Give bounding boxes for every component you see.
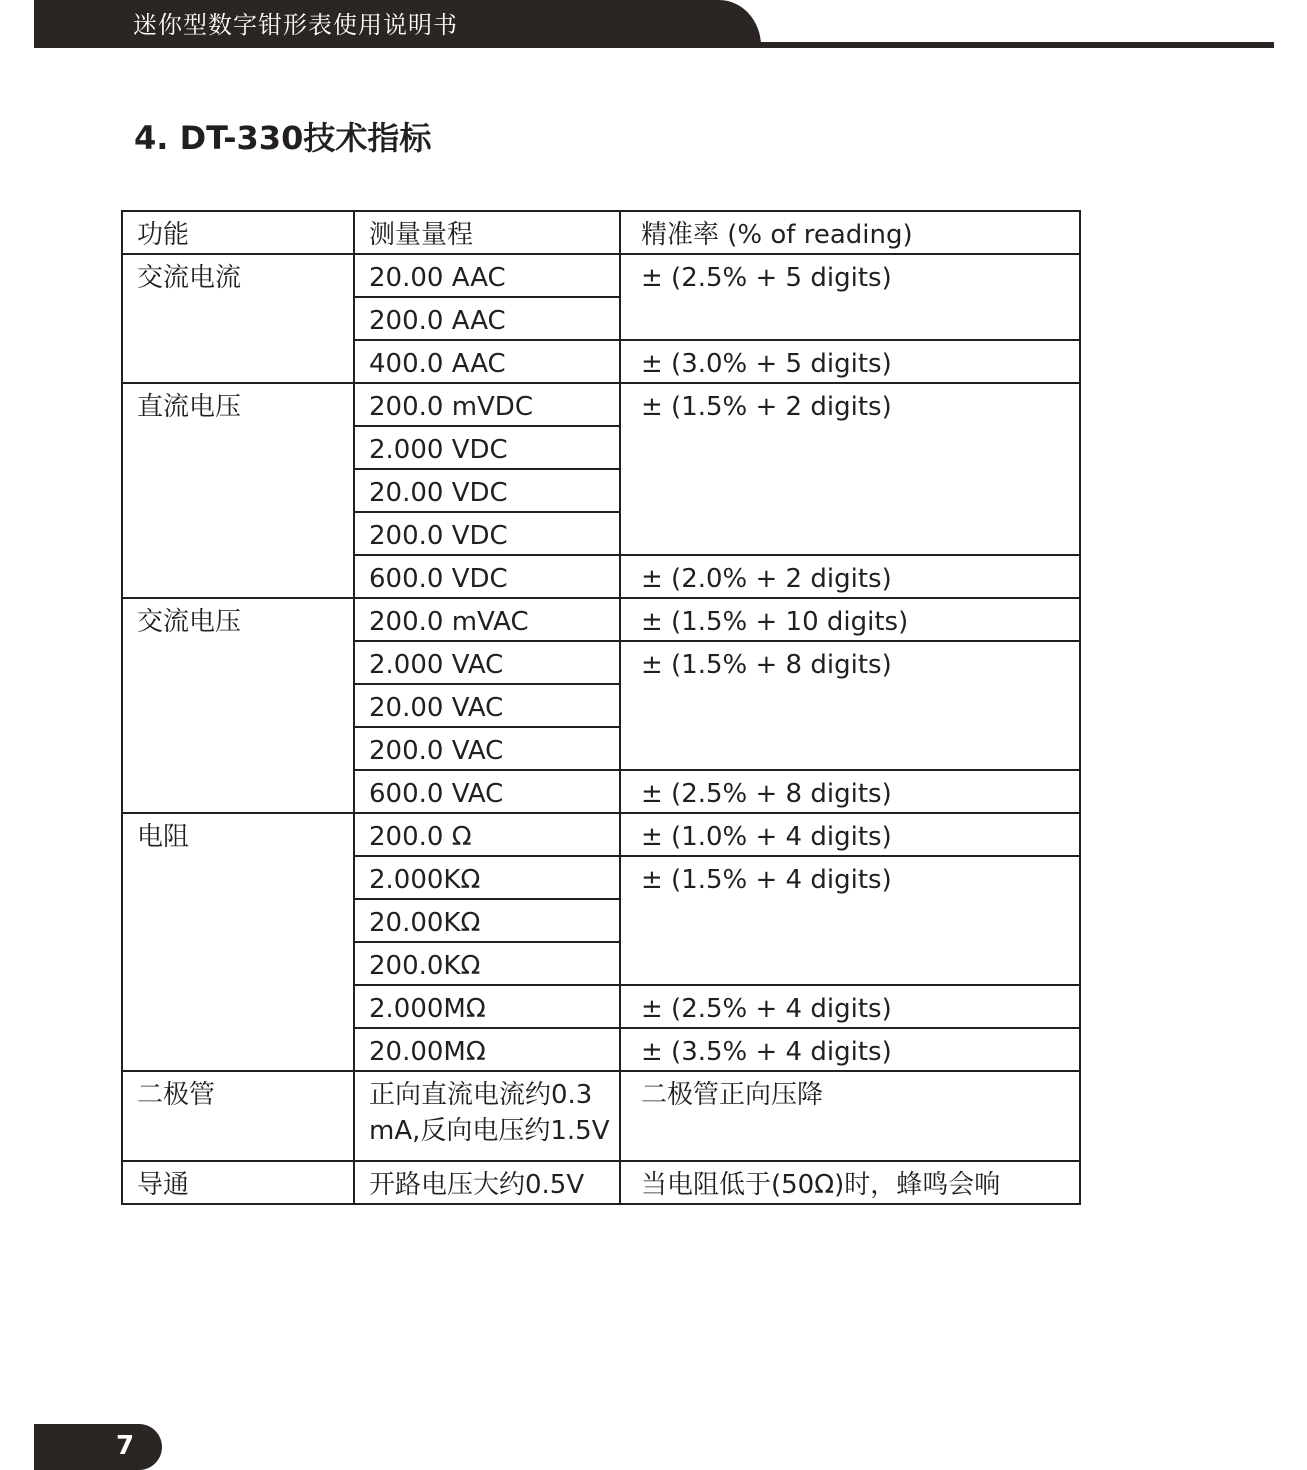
range-cell: 200.0 AAC (354, 297, 620, 340)
table-header-row (122, 211, 1080, 254)
range-cell: 600.0 VDC (354, 555, 620, 598)
accuracy-cell: ± (1.5% + 8 digits) (620, 641, 1080, 770)
table-row (122, 813, 1080, 856)
header-accuracy: 精准率 (% of reading) (620, 211, 1080, 254)
accuracy-cell: ± (2.5% + 8 digits) (620, 770, 1080, 813)
accuracy-cell: ± (2.0% + 2 digits) (620, 555, 1080, 598)
accuracy-cell: ± (2.5% + 4 digits) (620, 985, 1080, 1028)
accuracy-cell: ± (3.5% + 4 digits) (620, 1028, 1080, 1071)
range-cell: 20.00 AAC (354, 254, 620, 297)
range-cell: 2.000MΩ (354, 985, 620, 1028)
section-title: 4. DT-330技术指标 (134, 119, 432, 157)
footer-tab (34, 1424, 162, 1470)
range-cell: 2.000 VAC (354, 641, 620, 684)
range-cell: 200.0KΩ (354, 942, 620, 985)
range-cell: 400.0 AAC (354, 340, 620, 383)
range-cell: 20.00 VDC (354, 469, 620, 512)
range-cell: 20.00KΩ (354, 899, 620, 942)
range-cell: 200.0 mVAC (354, 598, 620, 641)
range-cell: 600.0 VAC (354, 770, 620, 813)
table-row (122, 383, 1080, 426)
accuracy-cell: ± (2.5% + 5 digits) (620, 254, 1080, 340)
range-cell: 200.0 mVDC (354, 383, 620, 426)
accuracy-cell: ± (1.5% + 2 digits) (620, 383, 1080, 555)
accuracy-cell: 二极管正向压降 (620, 1071, 1080, 1161)
table-row (122, 1071, 1080, 1161)
table-row (122, 598, 1080, 641)
range-cell: 2.000KΩ (354, 856, 620, 899)
function-cell: 交流电压 (122, 598, 354, 813)
range-cell: 200.0 VDC (354, 512, 620, 555)
function-cell: 导通 (122, 1161, 354, 1204)
page-number: 7 (115, 1431, 135, 1461)
accuracy-cell: ± (1.5% + 4 digits) (620, 856, 1080, 985)
function-cell: 二极管 (122, 1071, 354, 1161)
table-row (122, 1161, 1080, 1204)
function-cell: 交流电流 (122, 254, 354, 383)
accuracy-cell: ± (3.0% + 5 digits) (620, 340, 1080, 383)
table-row (122, 254, 1080, 297)
function-cell: 电阻 (122, 813, 354, 1071)
range-cell: 正向直流电流约0.3 mA,反向电压约1.5V (354, 1071, 620, 1161)
accuracy-cell: ± (1.0% + 4 digits) (620, 813, 1080, 856)
header-range: 测量量程 (354, 211, 620, 254)
accuracy-cell: 当电阻低于(50Ω)时，蜂鸣会响 (620, 1161, 1080, 1204)
header-function: 功能 (122, 211, 354, 254)
document-title: 迷你型数字钳形表使用说明书 (133, 11, 458, 39)
range-cell: 200.0 VAC (354, 727, 620, 770)
range-cell: 2.000 VDC (354, 426, 620, 469)
range-cell: 200.0 Ω (354, 813, 620, 856)
accuracy-cell: ± (1.5% + 10 digits) (620, 598, 1080, 641)
range-cell: 开路电压大约0.5V (354, 1161, 620, 1204)
function-cell: 直流电压 (122, 383, 354, 598)
spec-table (121, 210, 1081, 1205)
range-cell: 20.00 VAC (354, 684, 620, 727)
range-cell: 20.00MΩ (354, 1028, 620, 1071)
